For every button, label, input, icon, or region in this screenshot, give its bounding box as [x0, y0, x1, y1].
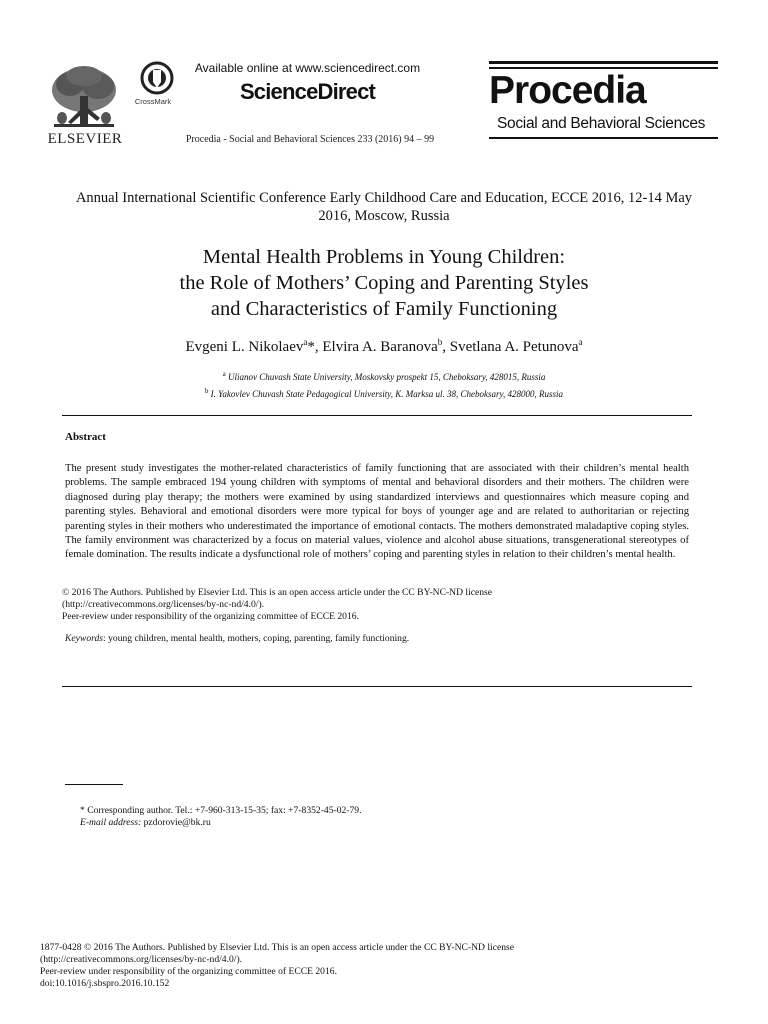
affiliations — [60, 367, 708, 401]
procedia-subtitle: Social and Behavioral Sciences — [497, 115, 706, 132]
elsevier-wordmark: ELSEVIER — [47, 131, 123, 147]
crossmark-label: CrossMark — [134, 97, 172, 106]
license-line: © 2016 The Authors. Published by Elsevier Ltd. This is an open access article under the CC BY-NC-ND license — [62, 587, 493, 598]
procedia-logo: Procedia — [489, 69, 646, 112]
corresponding-mark: * — [307, 339, 315, 355]
doi-link[interactable]: doi:10.1016/j.sbspro.2016.10.152 — [40, 978, 170, 989]
author-name: Evgeni L. Nikolaev — [185, 339, 304, 355]
keywords — [65, 633, 689, 644]
affiliation-line — [60, 367, 708, 384]
author-separator: , — [314, 339, 323, 355]
license-line: Peer-review under responsibility of the organizing committee of ECCE 2016. — [62, 611, 359, 622]
page-footer — [40, 942, 680, 990]
affiliation-mark: b — [437, 337, 443, 347]
abstract-bottom-rule — [62, 686, 692, 687]
affiliation-mark: a — [303, 337, 308, 347]
corresponding-author-footnote — [80, 805, 680, 829]
available-online-link[interactable]: Available online at www.sciencedirect.com — [194, 61, 421, 75]
paper-title — [60, 244, 708, 322]
abstract-heading: Abstract — [65, 431, 106, 443]
keywords-text: : young children, mental health, mothers, coping, parenting, family functioning. — [103, 633, 410, 644]
license-link[interactable]: (http://creativecommons.org/licenses/by-nc-nd/4.0/). — [62, 599, 265, 610]
affiliation-text: Ulianov Chuvash State University, Moskovsky prospekt 15, Cheboksary, 428015, Russia — [227, 372, 546, 382]
author-name: Svetlana A. Petunova — [449, 339, 579, 355]
abstract-body: The present study investigates the mother-related characteristics of family functioning that are associated with their children’s mental health problems. The sample embraced 194 young children with symptoms of mental and behavioral disorders and their mothers. The children were diagnosed during play therapy; the mothers were examined by using standardized interviews and questionnaires which measure coping and parenting styles. Behavioral and emotional disorders were more typical for boys of younger age and are related to authoritarian or rejecting parenting styles in their mothers who underestimated the importance of emotional contacts. The mothers demonstrated maladaptive coping styles. The family environment was characterized by a focus on material values, violence and alcohol abuse situations, transgenerational stereotypes of female domination. The results indicate a dysfunctional role of mothers’ coping and parenting styles in relation to their children’s mental health. — [65, 463, 689, 561]
abstract-top-rule — [62, 415, 692, 416]
email-address[interactable]: pzdorovie@bk.ru — [141, 817, 211, 828]
footer-line: Peer-review under responsibility of the organizing committee of ECCE 2016. — [40, 966, 337, 977]
author-separator: , — [442, 339, 450, 355]
affiliation-mark: b — [204, 387, 209, 395]
author-list — [60, 337, 708, 356]
corresponding-author-line: * Corresponding author. Tel.: +7-960-313-15-35; fax: +7-8352-45-02-79. — [80, 805, 362, 816]
footer-line: 1877-0428 © 2016 The Authors. Published by Elsevier Ltd. This is an open access article under the CC BY-NC-ND license — [40, 942, 515, 953]
affiliation-mark: a — [222, 370, 226, 378]
email-line — [80, 817, 680, 829]
title-line: Mental Health Problems in Young Children: — [202, 246, 566, 268]
conference-name: Annual International Scientific Conference Early Childhood Care and Education, ECCE 2016, 12-14 May 2016, Moscow, Russia — [75, 190, 693, 224]
email-label: E-mail address: — [80, 817, 142, 828]
title-line: the Role of Mothers’ Coping and Parenting Styles — [179, 272, 589, 294]
procedia-top-rule — [489, 61, 718, 64]
sciencedirect-logo[interactable]: ScienceDirect — [239, 79, 376, 104]
affiliation-line — [60, 384, 708, 401]
affiliation-mark: a — [578, 337, 583, 347]
keywords-label: Keywords — [65, 633, 104, 644]
procedia-bottom-rule — [489, 137, 718, 139]
journal-citation: Procedia - Social and Behavioral Sciences 233 (2016) 94 – 99 — [185, 134, 435, 145]
license-notice — [62, 587, 692, 623]
footer-license-link[interactable]: (http://creativecommons.org/licenses/by-nc-nd/4.0/). — [40, 954, 243, 965]
affiliation-text: I. Yakovlev Chuvash State Pedagogical University, K. Marksa ul. 38, Cheboksary, 428000, Russia — [210, 389, 564, 399]
author-name: Elvira A. Baranova — [322, 339, 438, 355]
title-line: and Characteristics of Family Functioning — [210, 298, 558, 320]
footnote-rule — [65, 784, 123, 785]
